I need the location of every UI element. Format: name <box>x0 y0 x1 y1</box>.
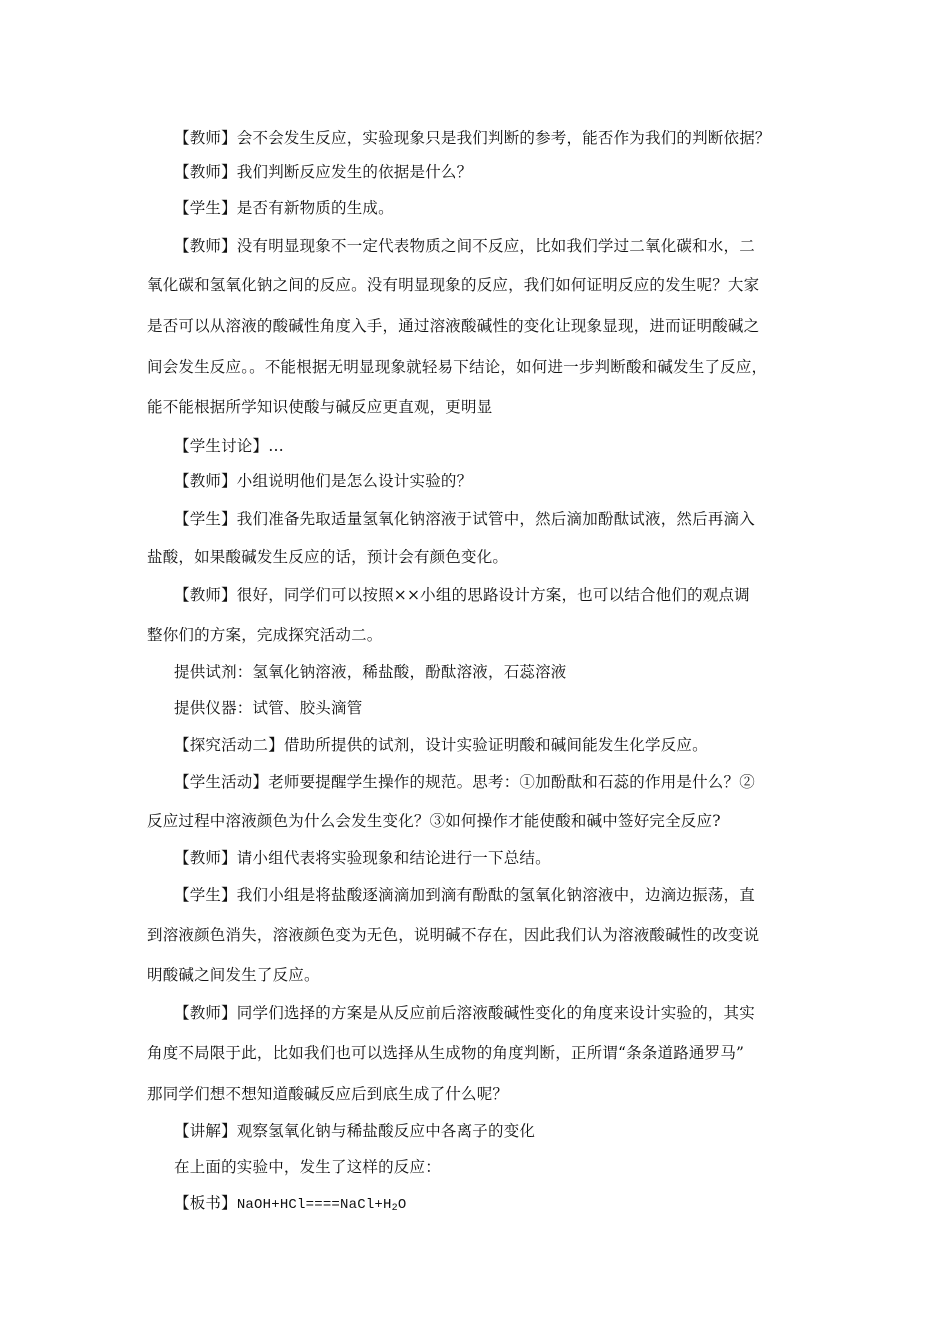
board-formula-line <box>174 1193 844 1219</box>
paragraph-line: 盐酸，如果酸碱发生反应的话，预计会有颜色变化。 <box>147 548 509 566</box>
paragraph-line: 反应过程中溶液颜色为什么会发生变化？③如何操作才能使酸和碱中签好完全反应? <box>147 812 721 830</box>
paragraph-line: 【教师】会不会发生反应，实验现象只是我们判断的参考，能否作为我们的判断依据？ <box>174 129 771 147</box>
paragraph-line: 提供仪器：试管、胶头滴管 <box>174 699 363 717</box>
formula-main: NaOH+HCl====NaCl+H <box>236 1197 392 1213</box>
paragraph-line: 【学生】我们小组是将盐酸逐滴滴加到滴有酚酞的氢氧化钠溶液中，边滴边振荡，直 <box>174 886 755 904</box>
paragraph-line: 【教师】我们判断反应发生的依据是什么？ <box>174 163 473 181</box>
paragraph-line: 【学生活动】老师要提醒学生操作的规范。思考：①加酚酞和石蕊的作用是什么？② <box>174 773 755 791</box>
paragraph-line: 到溶液颜色消失，溶液颜色变为无色，说明碱不存在，因此我们认为溶液酸碱性的改变说 <box>147 926 760 944</box>
paragraph-line: 【教师】没有明显现象不一定代表物质之间不反应，比如我们学过二氧化碳和水，二 <box>174 237 755 255</box>
paragraph-line: 角度不局限于此，比如我们也可以选择从生成物的角度判断，正所谓“条条道路通罗马” <box>147 1044 745 1062</box>
paragraph-line: 【讲解】观察氢氧化钠与稀盐酸反应中各离子的变化 <box>174 1122 536 1140</box>
paragraph-line: 是否可以从溶液的酸碱性角度入手，通过溶液酸碱性的变化让现象显现，进而证明酸碱之 <box>147 317 760 335</box>
paragraph-line: 【学生】是否有新物质的生成。 <box>174 199 394 217</box>
paragraph-line: 提供试剂：氢氧化钠溶液，稀盐酸，酚酞溶液，石蕊溶液 <box>174 663 567 681</box>
chemical-equation <box>237 1197 407 1213</box>
paragraph-line: 整你们的方案，完成探究活动二。 <box>147 626 383 644</box>
paragraph-line: 【教师】请小组代表将实验现象和结论进行一下总结。 <box>174 849 551 867</box>
formula-tail: O <box>397 1197 407 1213</box>
paragraph-line: 【探究活动二】借助所提供的试剂，设计实验证明酸和碱间能发生化学反应。 <box>174 736 708 754</box>
paragraph-line: 【学生】我们准备先取适量氢氧化钠溶液于试管中，然后滴加酚酞试液，然后再滴入 <box>174 510 755 528</box>
board-label: 【板书】 <box>174 1194 237 1212</box>
paragraph-line: 那同学们想不想知道酸碱反应后到底生成了什么呢？ <box>147 1085 509 1103</box>
paragraph-line: 【教师】同学们选择的方案是从反应前后溶液酸碱性变化的角度来设计实验的，其实 <box>174 1004 755 1022</box>
formula-subscript: 2 <box>391 1203 398 1214</box>
paragraph-line: 明酸碱之间发生了反应。 <box>147 966 320 984</box>
paragraph-line: 间会发生反应。。不能根据无明显现象就轻易下结论，如何进一步判断酸和碱发生了反应， <box>147 358 768 376</box>
paragraph-line: 能不能根据所学知识使酸与碱反应更直观，更明显 <box>147 398 493 416</box>
paragraph-line: 氧化碳和氢氧化钠之间的反应。没有明显现象的反应，我们如何证明反应的发生呢？大家 <box>147 276 760 294</box>
paragraph-line: 【教师】小组说明他们是怎么设计实验的？ <box>174 472 473 490</box>
paragraph-line: 在上面的实验中，发生了这样的反应： <box>174 1158 441 1176</box>
paragraph-line: 【教师】很好，同学们可以按照××小组的思路设计方案，也可以结合他们的观点调 <box>174 586 750 604</box>
paragraph-line: 【学生讨论】… <box>174 437 284 455</box>
